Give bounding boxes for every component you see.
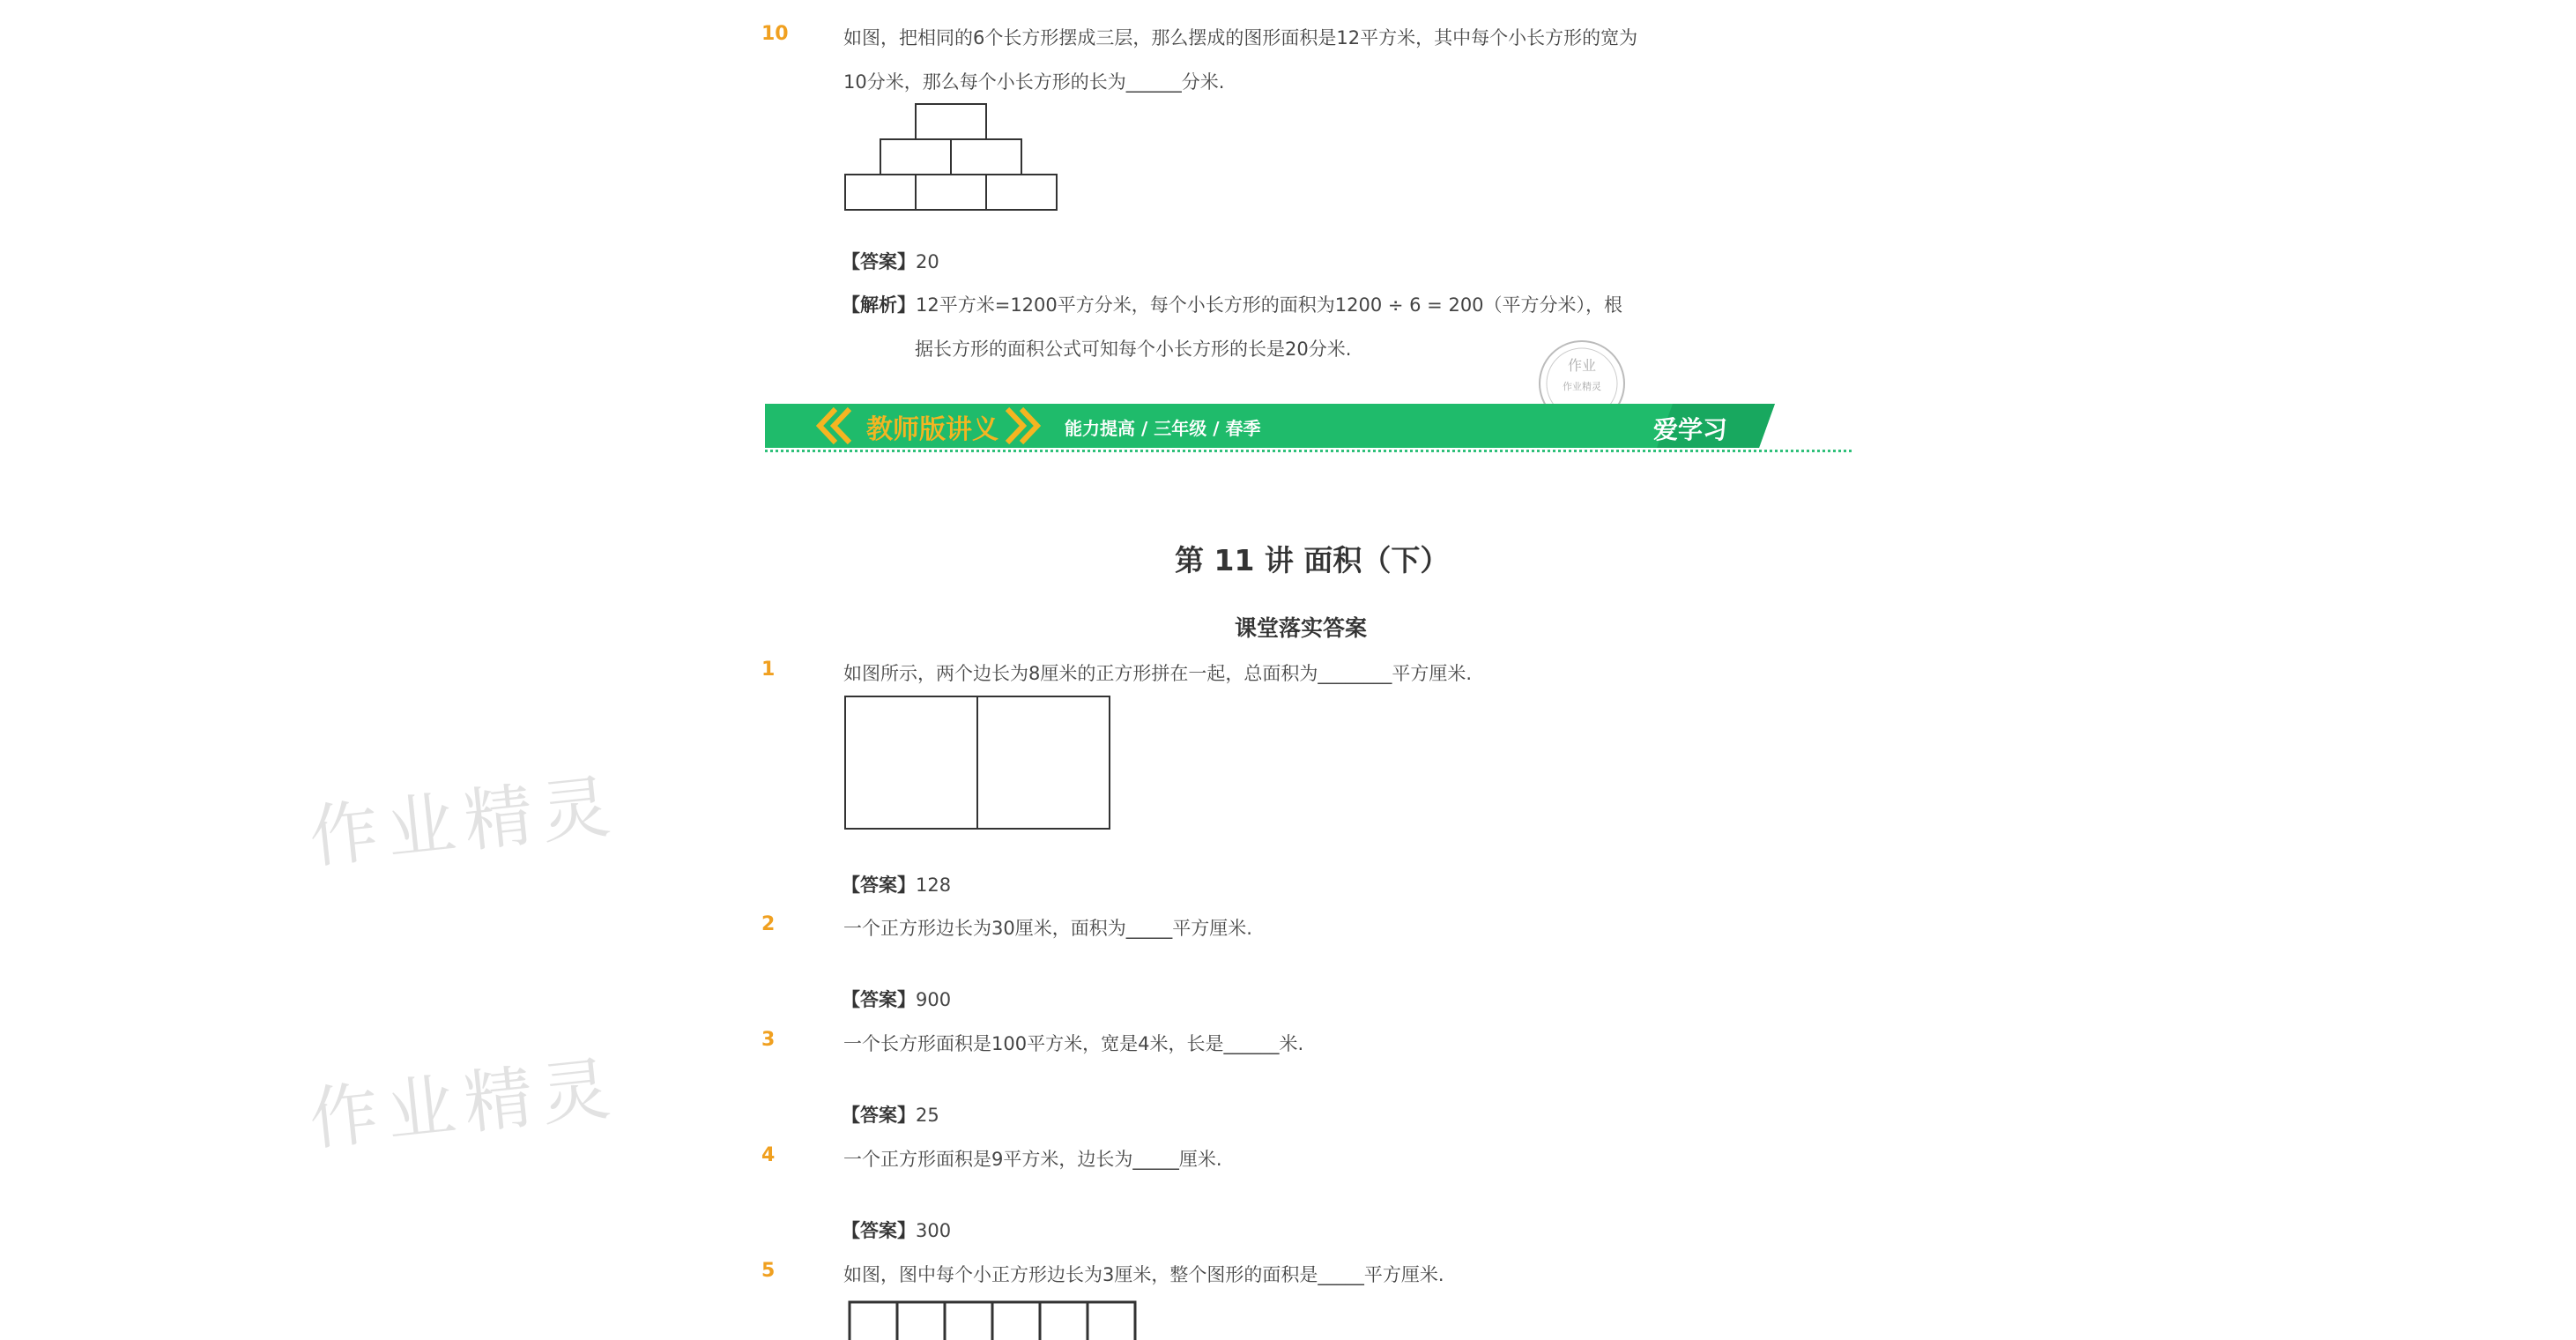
two-squares-figure bbox=[844, 696, 1111, 830]
answer-label: 【答案】 bbox=[842, 251, 916, 272]
answer-label: 【答案】 bbox=[842, 1220, 916, 1241]
divider bbox=[765, 450, 1852, 452]
answer bbox=[842, 1217, 951, 1243]
question-number: 2 bbox=[761, 913, 776, 935]
pyramid-rectangles-figure bbox=[844, 103, 1060, 212]
stamp-text: 作业精灵 bbox=[1563, 381, 1601, 392]
analysis-label: 【解析】 bbox=[842, 294, 916, 316]
grid-squares-figure bbox=[848, 1300, 1140, 1340]
question-number: 5 bbox=[761, 1260, 776, 1282]
question-text: 一个正方形边长为30厘米，面积为_____平方厘米. bbox=[843, 918, 1252, 939]
watermark: 作业精灵 bbox=[305, 1048, 623, 1161]
question-number: 3 bbox=[761, 1029, 776, 1051]
answer-value: 900 bbox=[916, 989, 952, 1010]
answer-value: 20 bbox=[916, 251, 939, 272]
answer-label: 【答案】 bbox=[842, 875, 916, 896]
section-subtitle: 课堂落实答案 bbox=[1235, 615, 1368, 641]
brand-logo: 爱学习 bbox=[1653, 415, 1728, 444]
question-text: 10分米，那么每个小长方形的长为______分米. bbox=[843, 71, 1225, 93]
answer-value: 25 bbox=[916, 1105, 939, 1126]
teacher-edition-label: 教师版讲义 bbox=[866, 414, 998, 445]
answer-value: 300 bbox=[916, 1220, 952, 1241]
answer-value: 128 bbox=[916, 875, 952, 896]
question-number: 4 bbox=[761, 1144, 776, 1166]
answer bbox=[842, 1101, 939, 1128]
question-text: 如图所示，两个边长为8厘米的正方形拼在一起，总面积为________平方厘米. bbox=[843, 663, 1473, 684]
answer-label: 【答案】 bbox=[842, 1105, 916, 1126]
breadcrumb: 能力提高 / 三年级 / 春季 bbox=[1065, 418, 1261, 439]
stamp-text: 作业 bbox=[1567, 357, 1597, 374]
answer bbox=[842, 986, 951, 1012]
analysis-text-continued: 据长方形的面积公式可知每个小长方形的长是20分米. bbox=[915, 339, 1352, 360]
lesson-title: 第 11 讲 面积（下） bbox=[1175, 543, 1450, 577]
answer bbox=[842, 248, 939, 274]
question-text: 一个正方形面积是9平方米，边长为_____厘米. bbox=[843, 1149, 1222, 1170]
answer bbox=[842, 871, 951, 897]
question-number: 10 bbox=[761, 23, 789, 45]
question-text: 一个长方形面积是100平方米，宽是4米，长是______米. bbox=[843, 1033, 1304, 1054]
question-number: 1 bbox=[761, 659, 776, 681]
analysis-text: 12平方米=1200平方分米，每个小长方形的面积为1200 ÷ 6 = 200（平方分米），根 bbox=[916, 294, 1623, 316]
watermark: 作业精灵 bbox=[305, 766, 623, 879]
question-text: 如图，把相同的6个长方形摆成三层，那么摆成的图形面积是12平方米，其中每个小长方形的宽为 bbox=[843, 27, 1638, 48]
answer-label: 【答案】 bbox=[842, 989, 916, 1010]
analysis bbox=[842, 291, 1622, 317]
question-text: 如图，图中每个小正方形边长为3厘米，整个图形的面积是_____平方厘米. bbox=[843, 1264, 1444, 1285]
